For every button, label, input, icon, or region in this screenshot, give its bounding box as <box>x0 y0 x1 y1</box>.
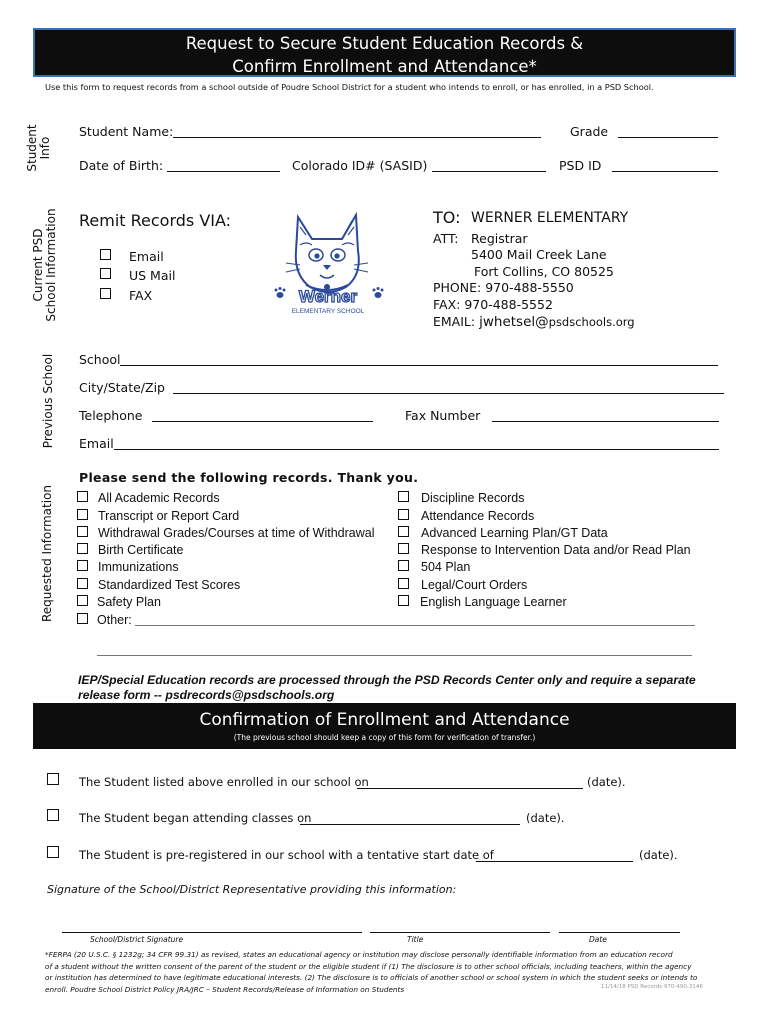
destination-school-name: WERNER ELEMENTARY <box>471 210 629 226</box>
address-line-1: 5400 Mail Creek Lane <box>471 247 607 262</box>
record-label-alp-gt: Advanced Learning Plan/GT Data <box>421 526 608 540</box>
record-label-rti: Response to Intervention Data and/or Read Plan <box>421 543 691 557</box>
remit-fax-checkbox[interactable] <box>100 288 111 299</box>
prev-email-field[interactable] <box>114 449 719 450</box>
prev-fax-field[interactable] <box>492 421 719 422</box>
remit-fax-label: FAX <box>129 288 153 303</box>
form-title-line1: Request to Secure Student Education Records & <box>185 34 584 53</box>
enrolled-date-field[interactable] <box>357 788 583 789</box>
attending-text: The Student began attending classes on <box>79 811 312 825</box>
signature-field[interactable] <box>62 932 362 933</box>
other-field[interactable] <box>135 625 695 626</box>
dob-field[interactable] <box>167 171 280 172</box>
signature-prompt: Signature of the School/District Representative providing this information: <box>47 883 457 896</box>
enrolled-date-suffix: (date). <box>587 775 626 789</box>
record-label-attendance: Attendance Records <box>421 509 535 523</box>
grade-field[interactable] <box>618 137 718 138</box>
record-checkbox[interactable] <box>398 560 409 571</box>
record-checkbox[interactable] <box>398 578 409 589</box>
preregistered-date-suffix: (date). <box>639 848 678 862</box>
remit-usmail-checkbox[interactable] <box>100 268 111 279</box>
record-checkbox[interactable] <box>398 526 409 537</box>
prev-city-field[interactable] <box>173 393 724 394</box>
ferpa-line: of a student without the written consent of the parent of the student or the eligible student if (1) The disclosure is to other school officials, including teachers, within the agency <box>45 961 692 971</box>
attending-date-suffix: (date). <box>526 811 565 825</box>
email-domain[interactable]: psdschools.org <box>548 315 635 329</box>
record-label-other: Other: <box>97 613 132 627</box>
werner-elementary-logo <box>270 205 385 320</box>
record-label-legal: Legal/Court Orders <box>421 578 528 592</box>
side-label-previous-school: Previous School <box>41 353 55 449</box>
preregistered-date-field[interactable] <box>476 861 633 862</box>
sasid-field[interactable] <box>432 171 546 172</box>
record-checkbox[interactable] <box>77 491 88 502</box>
prev-school-label: School <box>79 352 121 367</box>
record-checkbox[interactable] <box>398 491 409 502</box>
signature-caption: School/District Signature <box>90 935 184 944</box>
student-name-label: Student Name: <box>79 124 174 139</box>
ferpa-line: *FERPA (20 U.S.C. § 1232g; 34 CFR 99.31) as revised, states an educational agency or institution may disclose personally identifiable information from an education record <box>45 950 673 959</box>
fax-line: FAX: 970-488-5552 <box>433 297 553 312</box>
record-label-discipline: Discipline Records <box>421 491 525 505</box>
email-user[interactable]: jwhetsel@ <box>479 314 549 330</box>
record-checkbox[interactable] <box>77 595 88 606</box>
sasid-label: Colorado ID# (SASID) <box>292 158 428 173</box>
preregistered-text: The Student is pre-registered in our school with a tentative start date of <box>79 848 494 862</box>
form-title-line2: Confirm Enrollment and Attendance* <box>232 57 537 76</box>
other-field-line2[interactable] <box>97 655 692 656</box>
record-label-transcript: Transcript or Report Card <box>98 509 240 523</box>
prev-telephone-field[interactable] <box>152 421 373 422</box>
ferpa-line: enroll. Poudre School District Policy JRA/JRC – Student Records/Release of Information on Students <box>45 984 405 994</box>
iep-note: IEP/Special Education records are processed through the PSD Records Center only and require a separate release form -- psdrecords@psdschools.org <box>78 673 696 702</box>
side-label-text: Current PSD <box>31 228 45 302</box>
record-checkbox[interactable] <box>398 543 409 554</box>
side-label-student-info <box>26 118 56 178</box>
attending-date-field[interactable] <box>300 824 520 825</box>
record-label-immunizations: Immunizations <box>98 560 179 574</box>
side-label-text: Student <box>25 124 39 172</box>
logo-text-elementary: ELEMENTARY SCHOOL <box>291 308 365 315</box>
enrolled-checkbox[interactable] <box>47 773 59 785</box>
logo-text-werner: Werner <box>298 287 358 306</box>
psd-id-field[interactable] <box>612 171 718 172</box>
record-label-504: 504 Plan <box>421 560 471 574</box>
side-label-text: School Information <box>44 208 58 322</box>
record-label-ell: English Language Learner <box>420 595 567 609</box>
attending-checkbox[interactable] <box>47 809 59 821</box>
side-label-text: Info <box>38 136 52 160</box>
confirmation-header <box>33 703 736 749</box>
record-checkbox[interactable] <box>77 613 88 624</box>
prev-school-field[interactable] <box>120 365 718 366</box>
remit-email-label: Email <box>129 249 164 264</box>
record-checkbox[interactable] <box>77 578 88 589</box>
date-caption: Date <box>589 935 607 944</box>
record-checkbox[interactable] <box>77 526 88 537</box>
att-label: ATT: <box>433 231 459 246</box>
dob-label: Date of Birth: <box>79 158 164 173</box>
remit-usmail-label: US Mail <box>129 268 176 283</box>
ferpa-line: or institution has determined to have legitimate educational interests. (2) The disclosure is to officials of another school or school system in which the student seeks or intends to <box>45 973 698 982</box>
preregistered-checkbox[interactable] <box>47 846 59 858</box>
prev-email-label: Email <box>79 436 114 451</box>
grade-label: Grade <box>570 124 609 139</box>
enrolled-text: The Student listed above enrolled in our school on <box>79 775 369 789</box>
form-title-box <box>33 28 736 77</box>
att-name: Registrar <box>471 231 528 246</box>
record-checkbox[interactable] <box>398 595 409 606</box>
record-label-birth-cert: Birth Certificate <box>98 543 184 557</box>
address-line-2: Fort Collins, CO 80525 <box>474 264 614 279</box>
record-label-academic: All Academic Records <box>98 491 220 505</box>
prev-city-label: City/State/Zip <box>79 380 165 395</box>
to-label: TO: <box>433 208 461 227</box>
form-code: 11/14/18 PSD Records 970-490-3146 <box>601 984 703 990</box>
record-checkbox[interactable] <box>77 509 88 520</box>
phone-line: PHONE: 970-488-5550 <box>433 280 574 295</box>
requested-heading: Please send the following records. Thank you. <box>79 470 419 485</box>
record-label-test-scores: Standardized Test Scores <box>98 578 241 592</box>
prev-fax-label: Fax Number <box>405 408 481 423</box>
student-name-field[interactable] <box>173 137 541 138</box>
record-checkbox[interactable] <box>77 560 88 571</box>
title-caption: Title <box>407 935 424 944</box>
email-line <box>433 314 635 330</box>
side-label-requested-info: Requested Information <box>40 484 54 622</box>
email-label: EMAIL: <box>433 314 476 329</box>
remit-email-checkbox[interactable] <box>100 249 111 260</box>
psd-id-label: PSD ID <box>559 158 602 173</box>
date-field[interactable] <box>559 932 680 933</box>
record-label-withdrawal: Withdrawal Grades/Courses at time of Withdrawal <box>98 526 375 540</box>
record-checkbox[interactable] <box>77 543 88 554</box>
form-subtitle: Use this form to request records from a school outside of Poudre School District for a student who intends to enroll, or has enrolled, in a PSD School. <box>45 82 654 92</box>
confirmation-subtitle: (The previous school should keep a copy of this form for verification of transfer.) <box>233 733 536 742</box>
confirmation-title: Confirmation of Enrollment and Attendance <box>199 710 570 730</box>
title-field[interactable] <box>370 932 550 933</box>
side-label-current-school <box>32 200 62 330</box>
record-checkbox[interactable] <box>398 509 409 520</box>
record-label-safety-plan: Safety Plan <box>97 595 161 609</box>
remit-title: Remit Records VIA: <box>79 211 232 230</box>
prev-telephone-label: Telephone <box>79 408 143 423</box>
